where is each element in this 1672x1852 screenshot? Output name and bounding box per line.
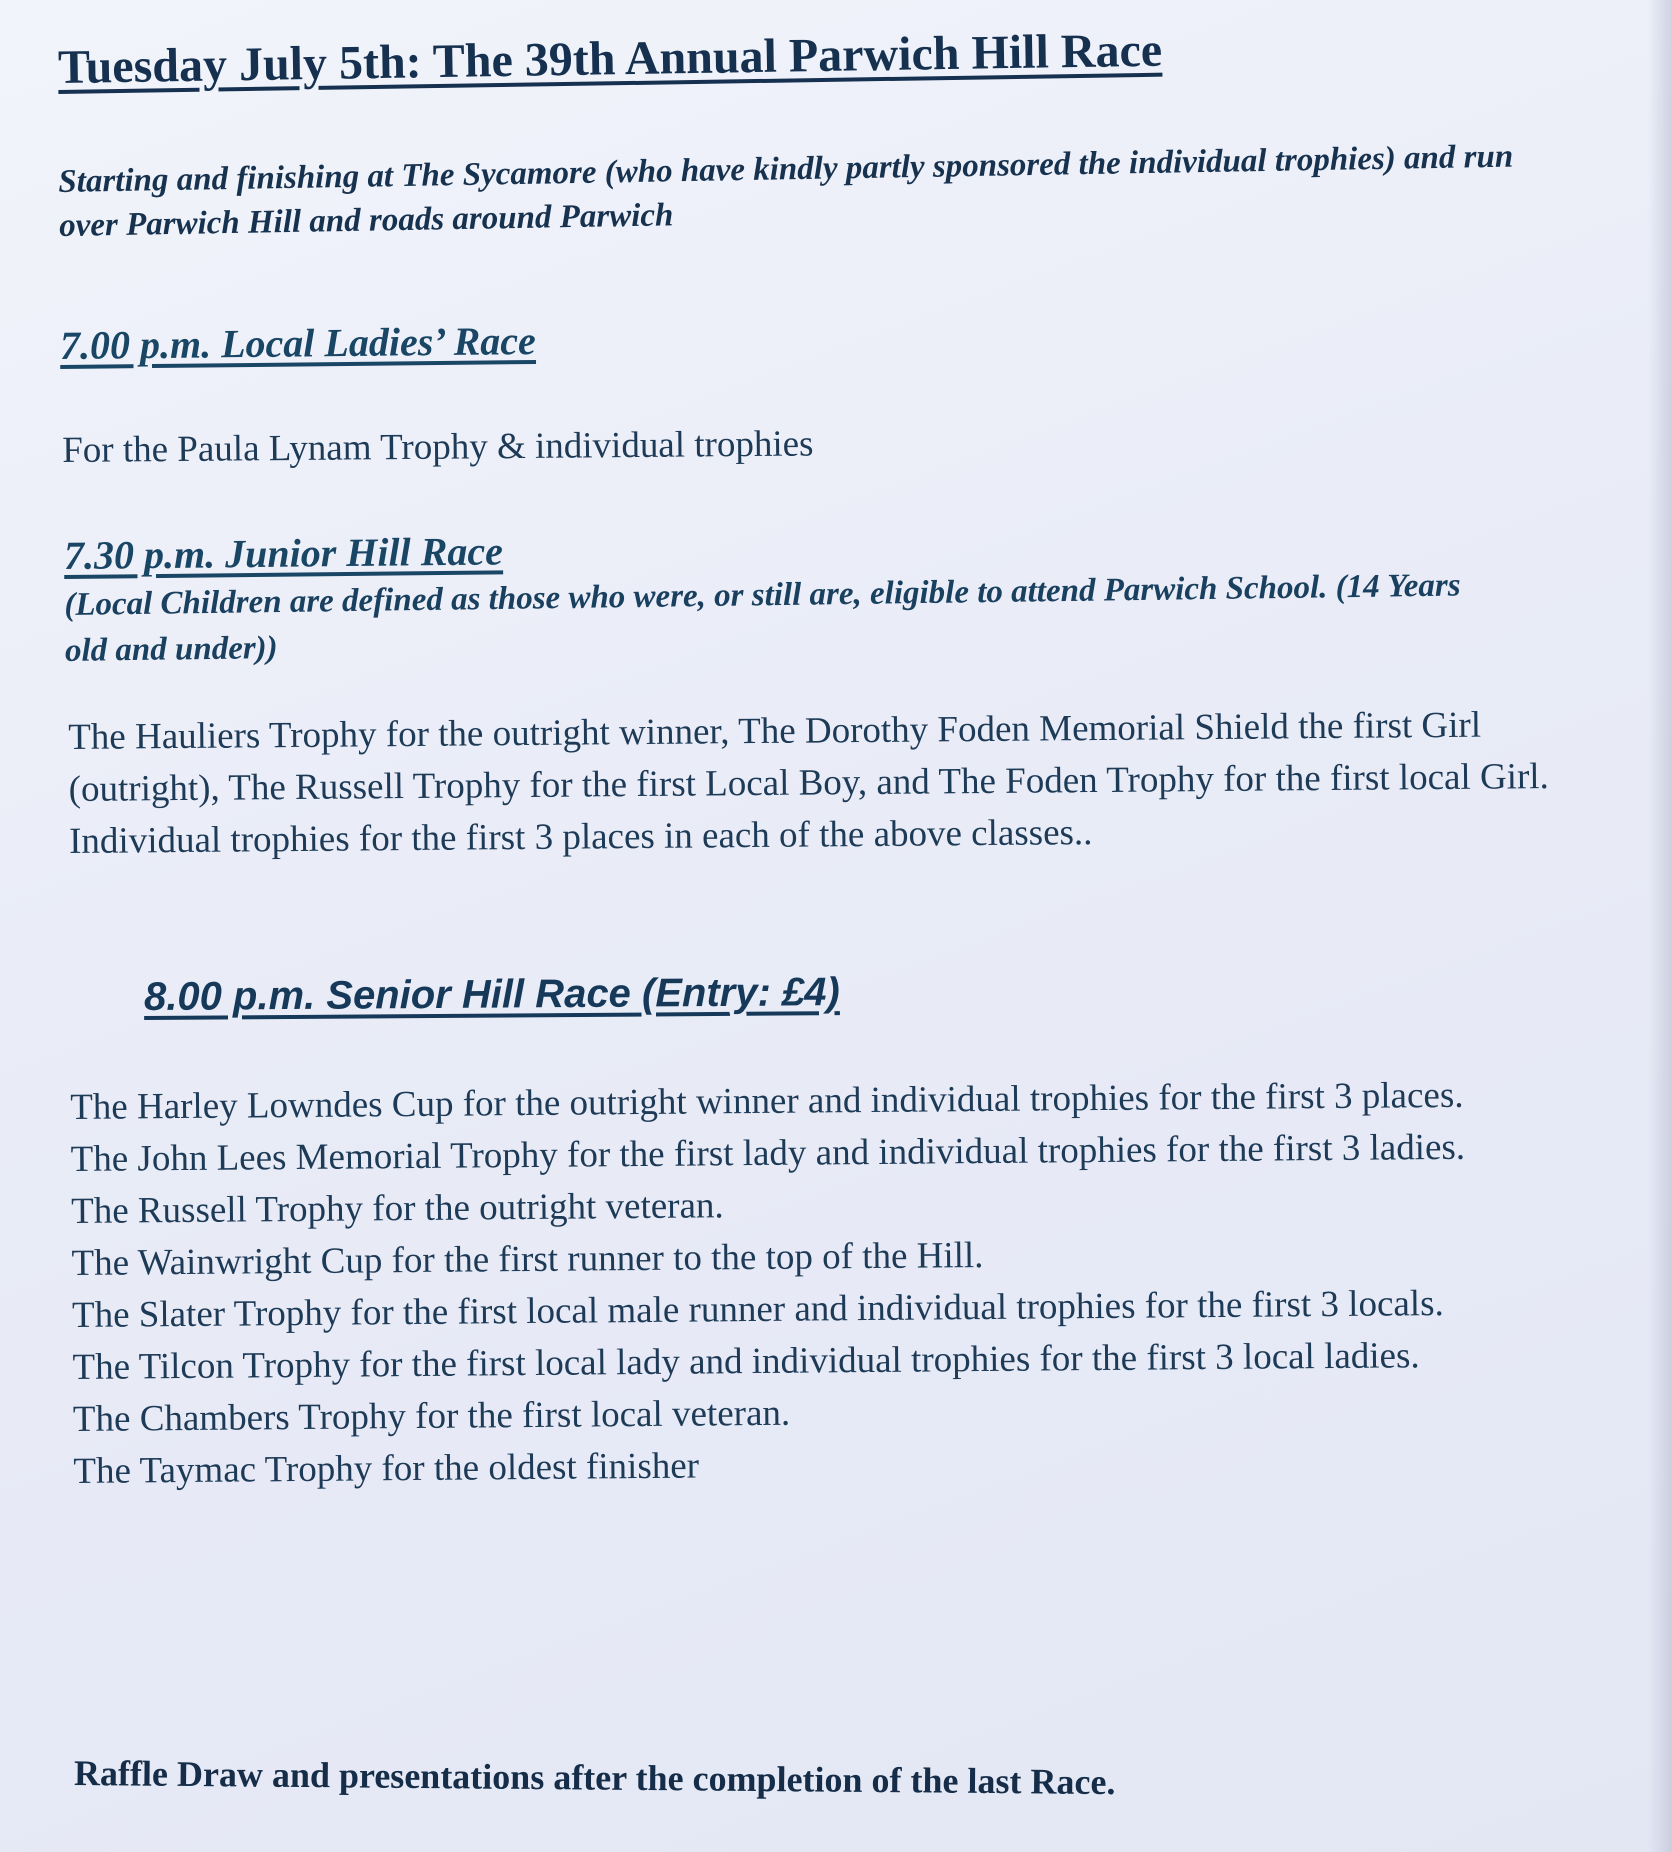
senior-trophy-line: The Tilcon Trophy for the first local lady and individual trophies for the first 3 local ladies. [72, 1335, 1420, 1388]
junior-trophy-line: The Hauliers Trophy for the outright winner, The Dorothy Foden Memorial Shield the first Girl (outright), The Russell Trophy for the first Local Boy, and The Foden Trophy for the first local Girl. [68, 704, 1550, 810]
senior-trophy-line: The Slater Trophy for the first local male runner and individual trophies for the first 3 locals. [71, 1283, 1444, 1336]
junior-race-note: (Local Children are defined as those who were, or still are, eligible to attend Parwich School. (14 Years old and under)) [64, 567, 1461, 669]
senior-trophy-line: The John Lees Memorial Trophy for the first lady and individual trophies for the first 3 ladies. [70, 1126, 1466, 1180]
junior-trophy-line: Individual trophies for the first 3 places in each of the above classes.. [68, 812, 1093, 862]
senior-trophy-line: The Russell Trophy for the outright veteran. [70, 1185, 724, 1232]
junior-race-heading: 7.30 p.m. Junior Hill Race [63, 528, 504, 578]
footer-note: Raffle Draw and presentations after the completion of the last Race. [73, 1753, 1116, 1803]
senior-trophy-line: The Wainwright Cup for the first runner to the top of the Hill. [71, 1235, 984, 1284]
senior-trophy-line: The Harley Lowndes Cup for the outright winner and individual trophies for the first 3 places. [70, 1074, 1464, 1128]
senior-race-trophies [70, 1069, 1594, 1498]
page-edge-shadow [1648, 0, 1672, 1852]
senior-trophy-line: The Chambers Trophy for the first local veteran. [72, 1392, 791, 1440]
page-title: Tuesday July 5th: The 39th Annual Parwich Hill Race [57, 23, 1163, 94]
senior-trophy-line: The Taymac Trophy for the oldest finisher [73, 1445, 700, 1492]
ladies-race-text: For the Paula Lynam Trophy & individual trophies [62, 423, 814, 471]
senior-race-heading: 8.00 p.m. Senior Hill Race (Entry: £4) [143, 970, 840, 1019]
ladies-race-heading: 7.00 p.m. Local Ladies’ Race [59, 318, 537, 368]
junior-race-trophies [68, 699, 1589, 868]
intro-paragraph: Starting and finishing at The Sycamore (who have kindly partly sponsored the individual trophies) and run over Parwich Hill and roads around Parwich [58, 138, 1514, 244]
